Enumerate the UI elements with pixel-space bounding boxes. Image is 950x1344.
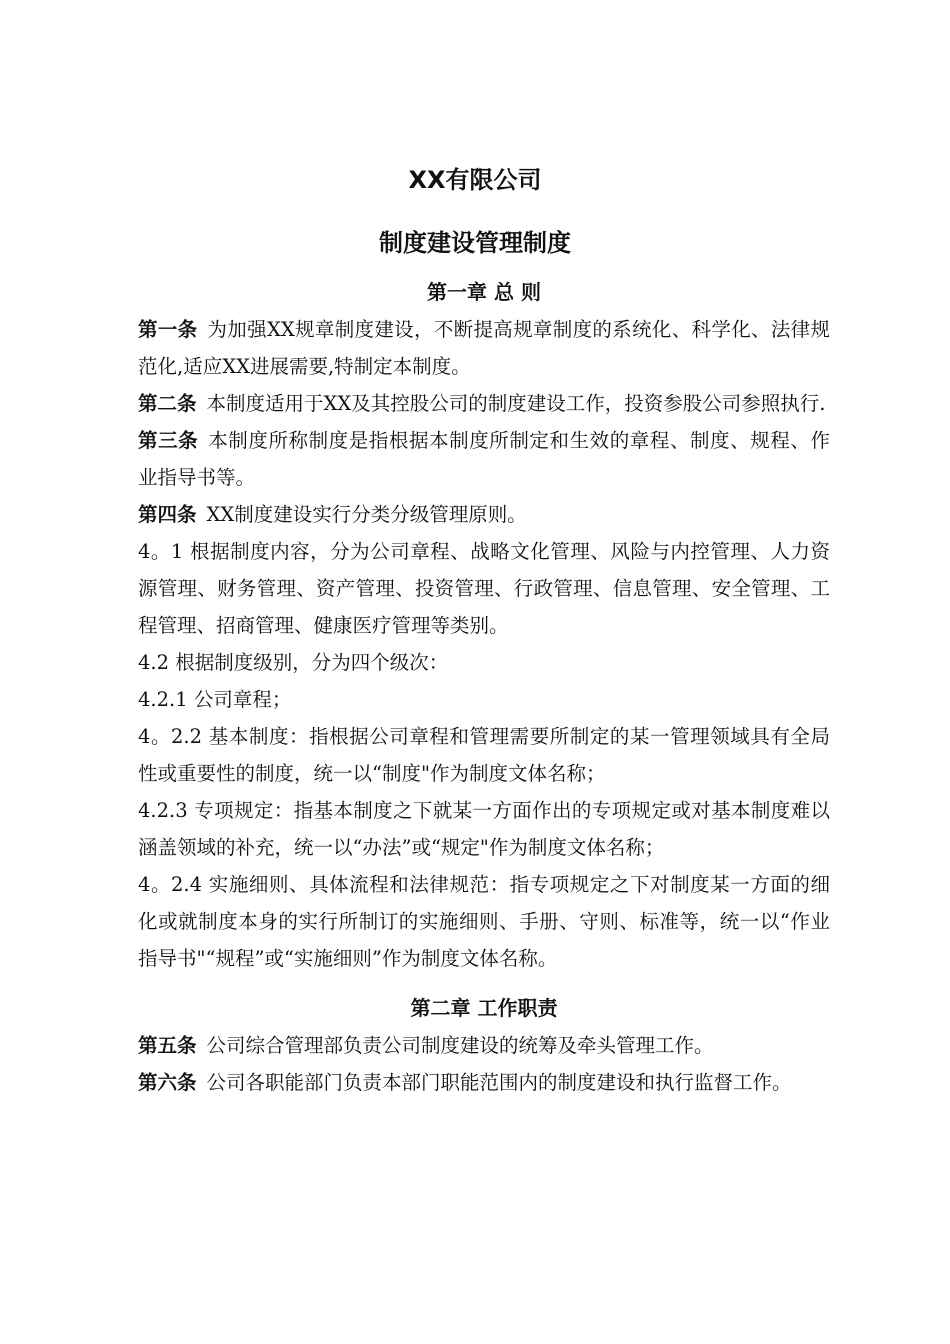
article-1-text: 为加强XX规章制度建设，不断提高规章制度的系统化、科学化、法律规范化,适应XX进展需要,特制定本制度。 <box>138 318 830 378</box>
clause-4-2-4: 4。2.4 实施细则、具体流程和法律规范：指专项规定之下对制度某一方面的细化或就制度本身的实行所制订的实施细则、手册、守则、标准等，统一以“作业指导书"“规程”或“实施细则”作为制度文体名称。 <box>138 873 830 970</box>
article-2 <box>138 385 830 422</box>
article-3-text: 本制度所称制度是指根据本制度所制定和生效的章程、制度、规程、作业指导书等。 <box>138 429 830 489</box>
chapter-1-heading: 第一章 总 则 <box>427 280 541 304</box>
article-2-label: 第二条 <box>138 392 197 415</box>
article-4 <box>138 496 830 533</box>
article-6-text: 公司各职能部门负责本部门职能范围内的制度建设和执行监督工作。 <box>206 1071 792 1094</box>
article-1-label: 第一条 <box>138 318 198 341</box>
clause-4-2-1: 4.2.1 公司章程； <box>138 688 292 711</box>
article-1 <box>138 311 830 385</box>
article-6 <box>138 1064 830 1101</box>
document-body <box>138 274 830 1101</box>
company-title: XX有限公司 <box>408 166 542 194</box>
clause-4-1: 4。1 根据制度内容，分为公司章程、战略文化管理、风险与内控管理、人力资源管理、财务管理、资产管理、投资管理、行政管理、信息管理、安全管理、工程管理、招商管理、健康医疗管理等类别。 <box>138 540 830 637</box>
article-3-label: 第三条 <box>138 429 199 452</box>
article-6-label: 第六条 <box>138 1071 197 1094</box>
article-4-label: 第四条 <box>138 503 197 526</box>
article-5-label: 第五条 <box>138 1034 197 1057</box>
article-3 <box>138 422 830 496</box>
article-5-text: 公司综合管理部负责公司制度建设的统筹及牵头管理工作。 <box>206 1034 714 1057</box>
clause-4-2: 4.2 根据制度级别，分为四个级次： <box>138 651 449 674</box>
article-4-text: XX制度建设实行分类分级管理原则。 <box>206 503 527 526</box>
article-2-text: 本制度适用于XX及其控股公司的制度建设工作，投资参股公司参照执行. <box>206 392 826 415</box>
clause-4-2-3: 4.2.3 专项规定：指基本制度之下就某一方面作出的专项规定或对基本制度难以涵盖领域的补充，统一以“办法”或“规定"作为制度文体名称； <box>138 799 830 859</box>
clause-4-2-2: 4。2.2 基本制度：指根据公司章程和管理需要所制定的某一管理领域具有全局性或重要性的制度，统一以“制度"作为制度文体名称； <box>138 725 830 785</box>
document-title: 制度建设管理制度 <box>379 229 571 257</box>
article-5 <box>138 1027 830 1064</box>
chapter-2-heading: 第二章 工作职责 <box>410 996 558 1020</box>
